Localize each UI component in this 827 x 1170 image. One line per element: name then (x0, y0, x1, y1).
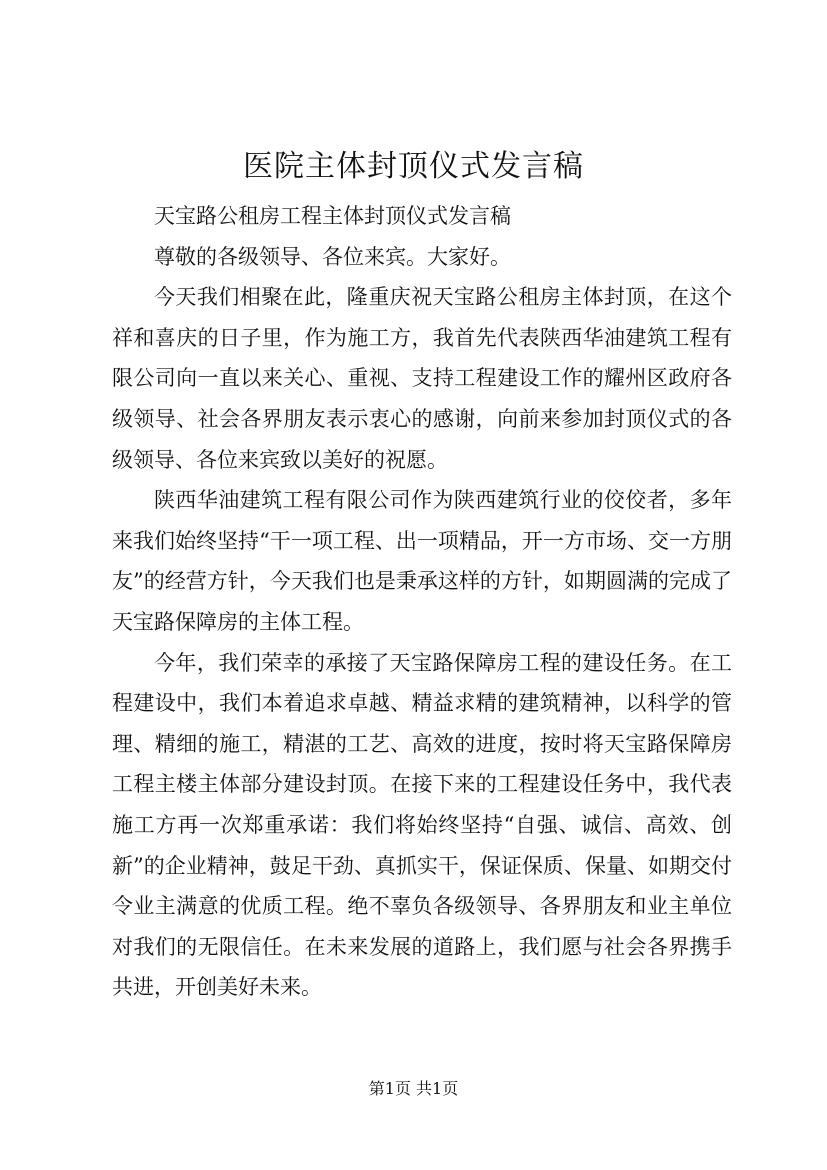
subtitle-paragraph: 天宝路公租房工程主体封顶仪式发言稿 (154, 204, 511, 228)
document-body (112, 196, 732, 1008)
document-title: 医院主体封顶仪式发言稿 (243, 149, 584, 184)
greeting-paragraph: 尊敬的各级领导、各位来宾。大家好。 (154, 244, 511, 269)
commitment-paragraph: 今年，我们荣幸的承接了天宝路保障房工程的建设任务。在工程建设中，我们本着追求卓越、精益求精的建筑精神，以科学的管理、精细的施工，精湛的工艺、高效的进度，按时将天宝路保障房工程主楼主体部分建设封顶。在接下来的工程建设任务中，我代表施工方再一次郑重承诺：我们将始终坚持“自强、诚信、高效、创新”的企业精神，鼓足干劲、真抓实干，保证保质、保量、如期交付令业主满意的优质工程。绝不辜负各级领导、各界朋友和业主单位对我们的无限信任。在未来发展的道路上，我们愿与社会各界携手共进，开创美好未来。 (112, 650, 732, 1000)
company-paragraph: 陕西华油建筑工程有限公司作为陕西建筑行业的佼佼者，多年来我们始终坚持“干一项工程、出一项精品，开一方市场、交一方朋友”的经营方针，今天我们也是秉承这样的方针，如期圆满的完成了天宝路保障房的主体工程。 (112, 488, 732, 634)
opening-paragraph: 今天我们相聚在此，隆重庆祝天宝路公租房主体封顶，在这个祥和喜庆的日子里，作为施工方，我首先代表陕西华油建筑工程有限公司向一直以来关心、重视、支持工程建设工作的耀州区政府各级领导、社会各界朋友表示衷心的感谢，向前来参加封顶仪式的各级领导、各位来宾致以美好的祝愿。 (112, 285, 732, 472)
page-footer: 第1页 共1页 (368, 1079, 459, 1098)
